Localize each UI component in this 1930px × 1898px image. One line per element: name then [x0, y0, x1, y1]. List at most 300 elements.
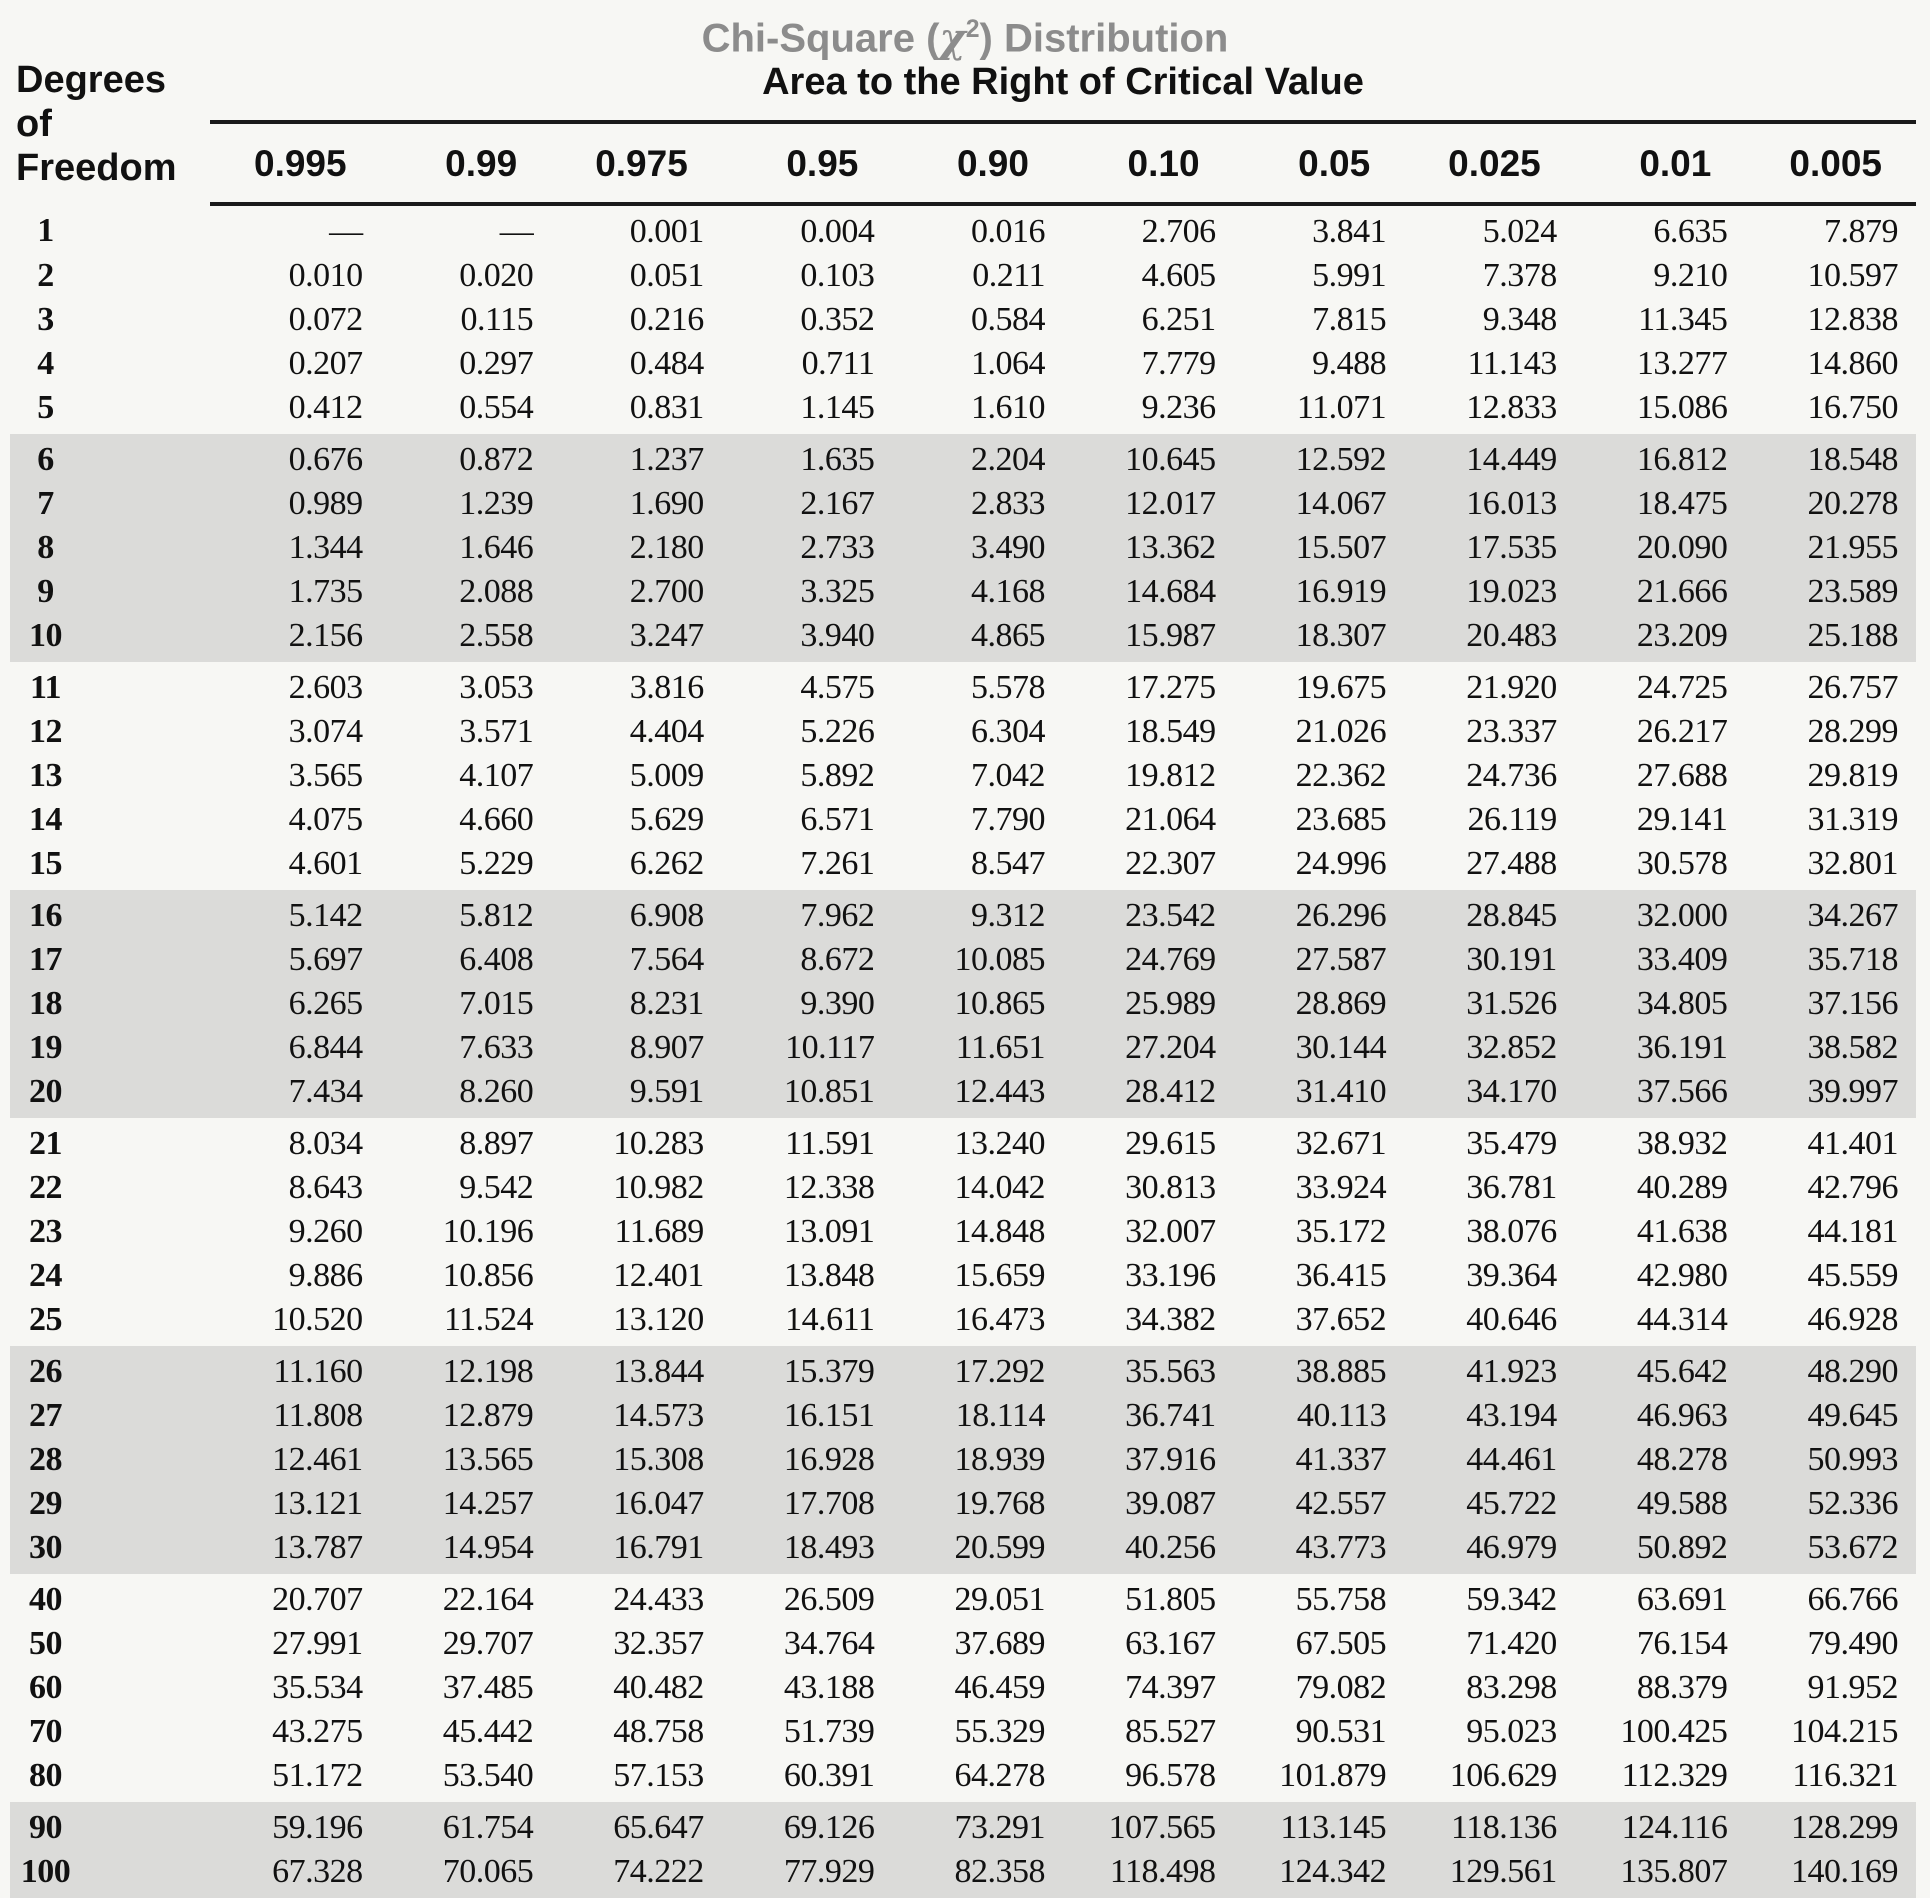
value-cell: 7.962: [800, 897, 875, 934]
value-cell: 21.666: [1636, 573, 1728, 610]
value-cell: 16.750: [1807, 389, 1898, 426]
value-cell: 5.578: [970, 669, 1045, 706]
value-cell: 3.940: [800, 617, 875, 654]
table-row: [10, 1850, 1916, 1898]
df-cell: 11: [29, 669, 62, 706]
value-cell: 13.844: [613, 1353, 704, 1390]
value-cell: 107.565: [1108, 1809, 1216, 1846]
value-cell: 15.507: [1295, 529, 1387, 566]
value-cell: 0.676: [288, 441, 363, 478]
value-cell: 0.103: [800, 257, 875, 294]
value-cell: 23.589: [1807, 573, 1898, 610]
value-cell: 0.020: [459, 257, 534, 294]
value-cell: 41.638: [1636, 1213, 1728, 1250]
table-row: [10, 1802, 1916, 1850]
value-cell: 37.652: [1295, 1301, 1387, 1338]
value-cell: 33.409: [1636, 941, 1728, 978]
value-cell: 17.275: [1125, 669, 1216, 706]
table-header: [10, 58, 1916, 204]
value-cell: 88.379: [1636, 1669, 1728, 1706]
value-cell: 0.072: [288, 301, 363, 338]
value-cell: 11.524: [443, 1301, 534, 1338]
value-cell: 8.231: [629, 985, 704, 1022]
table-row: [10, 570, 1916, 614]
value-cell: 26.217: [1636, 713, 1728, 750]
df-cell: 21: [29, 1125, 62, 1162]
table-row: [10, 254, 1916, 298]
value-cell: 23.542: [1125, 897, 1216, 934]
df-cell: 1: [37, 212, 54, 249]
value-cell: 100.425: [1620, 1713, 1728, 1750]
value-cell: 7.879: [1824, 213, 1898, 250]
value-cell: 91.952: [1807, 1669, 1898, 1706]
df-cell: 28: [29, 1441, 62, 1478]
value-cell: 16.473: [954, 1301, 1045, 1338]
value-cell: 19.768: [954, 1485, 1045, 1522]
df-cell: 27: [29, 1397, 62, 1434]
value-cell: 41.923: [1466, 1353, 1557, 1390]
value-cell: 10.085: [954, 941, 1045, 978]
value-cell: 24.433: [613, 1581, 704, 1618]
value-cell: 7.564: [629, 941, 704, 978]
value-cell: 27.688: [1636, 757, 1728, 794]
value-cell: 34.267: [1807, 897, 1898, 934]
value-cell: 9.886: [288, 1257, 363, 1294]
value-cell: 40.482: [613, 1669, 704, 1706]
value-cell: 28.869: [1295, 985, 1387, 1022]
value-cell: 11.345: [1638, 301, 1728, 338]
value-cell: 32.801: [1807, 845, 1898, 882]
table-row: [10, 298, 1916, 342]
value-cell: 12.017: [1125, 485, 1216, 522]
value-cell: 12.338: [783, 1169, 875, 1206]
table-row: [10, 1394, 1916, 1438]
table-row: [10, 342, 1916, 386]
value-cell: 12.461: [272, 1441, 363, 1478]
value-cell: 13.120: [613, 1301, 704, 1338]
value-cell: 14.848: [954, 1213, 1045, 1250]
value-cell: 8.907: [629, 1029, 704, 1066]
value-cell: 24.769: [1125, 941, 1216, 978]
value-cell: 1.635: [800, 441, 875, 478]
value-cell: 35.718: [1807, 941, 1898, 978]
value-cell: 27.488: [1466, 845, 1557, 882]
value-cell: 48.278: [1636, 1441, 1728, 1478]
value-cell: 3.074: [288, 713, 363, 750]
value-cell: 19.023: [1466, 573, 1557, 610]
table-row: [10, 798, 1916, 842]
value-cell: 43.773: [1295, 1529, 1387, 1566]
value-cell: 7.790: [970, 801, 1045, 838]
chi-square-table: [10, 58, 1916, 1898]
table-row: [10, 434, 1916, 482]
value-cell: 44.181: [1807, 1213, 1898, 1250]
value-cell: 7.378: [1482, 257, 1557, 294]
column-header: 0.90: [892, 122, 1063, 204]
value-cell: 30.813: [1125, 1169, 1216, 1206]
value-cell: 3.841: [1312, 213, 1387, 250]
df-cell: 70: [29, 1713, 62, 1750]
value-cell: 11.808: [273, 1397, 363, 1434]
value-cell: 42.796: [1807, 1169, 1898, 1206]
value-cell: 0.207: [288, 345, 363, 382]
table-row: [10, 1210, 1916, 1254]
value-cell: 9.312: [970, 897, 1045, 934]
value-cell: 128.299: [1791, 1809, 1898, 1846]
value-cell: 9.210: [1653, 257, 1728, 294]
value-cell: 32.357: [613, 1625, 704, 1662]
title-pre: Chi-Square (: [701, 16, 940, 61]
value-cell: 73.291: [954, 1809, 1045, 1846]
df-cell: 8: [37, 529, 54, 566]
value-cell: 0.554: [459, 389, 534, 426]
value-cell: 40.113: [1296, 1397, 1387, 1434]
value-cell: 34.805: [1636, 985, 1728, 1022]
value-cell: 34.764: [783, 1625, 875, 1662]
table-row: [10, 938, 1916, 982]
df-cell: 9: [37, 573, 54, 610]
value-cell: 4.404: [629, 713, 704, 750]
value-cell: 6.635: [1653, 213, 1728, 250]
value-cell: 14.449: [1466, 441, 1557, 478]
value-cell: 140.169: [1791, 1853, 1898, 1890]
value-cell: 8.034: [288, 1125, 363, 1162]
value-cell: 12.592: [1295, 441, 1387, 478]
value-cell: 7.633: [459, 1029, 534, 1066]
value-cell: 51.805: [1125, 1581, 1216, 1618]
value-cell: 1.237: [629, 441, 704, 478]
value-cell: 38.076: [1466, 1213, 1557, 1250]
value-cell: 118.498: [1109, 1853, 1216, 1890]
value-cell: 23.337: [1466, 713, 1557, 750]
value-cell: 50.892: [1636, 1529, 1728, 1566]
value-cell: 16.928: [783, 1441, 875, 1478]
value-cell: 12.833: [1466, 389, 1557, 426]
value-cell: 28.845: [1466, 897, 1557, 934]
value-cell: 51.739: [783, 1713, 875, 1750]
row-band: [10, 1118, 1916, 1346]
value-cell: 41.337: [1295, 1441, 1387, 1478]
value-cell: 74.397: [1125, 1669, 1216, 1706]
value-cell: 26.296: [1295, 897, 1387, 934]
value-cell: 96.578: [1125, 1757, 1216, 1794]
value-cell: 11.160: [273, 1353, 363, 1390]
table-row: [10, 1666, 1916, 1710]
value-cell: 5.629: [629, 801, 704, 838]
value-cell: 25.188: [1807, 617, 1898, 654]
value-cell: 53.672: [1807, 1529, 1898, 1566]
value-cell: 13.091: [783, 1213, 875, 1250]
value-cell: 3.490: [970, 529, 1045, 566]
df-cell: 17: [29, 941, 62, 978]
value-cell: 5.991: [1312, 257, 1387, 294]
value-cell: 41.401: [1807, 1125, 1898, 1162]
chi-symbol: χ: [939, 14, 966, 62]
table-row: [10, 386, 1916, 434]
row-label-line2: Freedom: [16, 147, 177, 189]
table-row: [10, 662, 1916, 710]
value-cell: 10.851: [783, 1073, 875, 1110]
value-cell: 79.082: [1295, 1669, 1387, 1706]
value-cell: 0.001: [629, 213, 704, 250]
value-cell: 45.559: [1807, 1257, 1898, 1294]
value-cell: 49.645: [1807, 1397, 1898, 1434]
value-cell: 13.362: [1125, 529, 1216, 566]
value-cell: 5.009: [629, 757, 704, 794]
value-cell: 5.024: [1482, 213, 1557, 250]
column-header: 0.99: [381, 122, 552, 204]
df-cell: 5: [37, 389, 54, 426]
df-cell: 40: [29, 1581, 62, 1618]
value-cell: 20.599: [954, 1529, 1045, 1566]
value-cell: 16.791: [613, 1529, 704, 1566]
value-cell: 4.168: [970, 573, 1045, 610]
value-cell: 4.660: [459, 801, 534, 838]
value-cell: 15.379: [783, 1353, 875, 1390]
value-cell: 0.211: [972, 257, 1045, 294]
value-cell: 6.571: [800, 801, 875, 838]
value-cell: 24.736: [1466, 757, 1557, 794]
value-cell: 60.391: [783, 1757, 875, 1794]
value-cell: 1.610: [970, 389, 1045, 426]
value-cell: 16.013: [1466, 485, 1557, 522]
value-cell: 135.807: [1620, 1853, 1728, 1890]
value-cell: 6.304: [970, 713, 1045, 750]
df-cell: 80: [29, 1757, 62, 1794]
title-post: ) Distribution: [979, 16, 1229, 61]
value-cell: 14.257: [442, 1485, 534, 1522]
value-cell: 10.520: [272, 1301, 363, 1338]
value-cell: 65.647: [613, 1809, 704, 1846]
value-cell: 16.151: [783, 1397, 875, 1434]
value-cell: 2.558: [459, 617, 534, 654]
value-cell: 18.475: [1636, 485, 1728, 522]
value-cell: 29.707: [442, 1625, 534, 1662]
row-label-line1: Degrees of: [16, 59, 166, 145]
value-cell: 0.584: [970, 301, 1045, 338]
value-cell: 7.815: [1312, 301, 1387, 338]
value-cell: 11.071: [1296, 389, 1387, 426]
value-cell: 31.410: [1295, 1073, 1387, 1110]
value-cell: 20.483: [1466, 617, 1557, 654]
value-cell: 20.278: [1807, 485, 1898, 522]
table-row: [10, 1438, 1916, 1482]
value-cell: 14.684: [1125, 573, 1216, 610]
value-cell: 51.172: [272, 1757, 363, 1794]
value-cell: 95.023: [1466, 1713, 1557, 1750]
value-cell: 129.561: [1449, 1853, 1557, 1890]
value-cell: 0.297: [459, 345, 534, 382]
value-cell: 33.196: [1125, 1257, 1216, 1294]
value-cell: 18.548: [1807, 441, 1898, 478]
table-row: [10, 1254, 1916, 1298]
value-cell: 6.262: [629, 845, 704, 882]
value-cell: 43.275: [272, 1713, 363, 1750]
value-cell: 36.741: [1125, 1397, 1216, 1434]
value-cell: 18.939: [954, 1441, 1045, 1478]
value-cell: 5.229: [459, 845, 534, 882]
table-row: [10, 1070, 1916, 1118]
table-row: [10, 842, 1916, 890]
table-row: [10, 1482, 1916, 1526]
value-cell: 21.920: [1466, 669, 1557, 706]
table-row: [10, 1166, 1916, 1210]
column-header: 0.95: [722, 122, 893, 204]
df-cell: 23: [29, 1213, 62, 1250]
value-cell: 1.064: [970, 345, 1045, 382]
value-cell: 10.196: [442, 1213, 534, 1250]
value-cell: 77.929: [783, 1853, 875, 1890]
value-cell: 39.087: [1125, 1485, 1216, 1522]
value-cell: 6.265: [288, 985, 363, 1022]
value-cell: 23.209: [1636, 617, 1728, 654]
value-cell: 49.588: [1636, 1485, 1728, 1522]
value-cell: 11.651: [955, 1029, 1045, 1066]
table-row: [10, 1346, 1916, 1394]
value-cell: 0.010: [288, 257, 363, 294]
value-cell: 29.819: [1807, 757, 1898, 794]
value-cell: 104.215: [1791, 1713, 1898, 1750]
value-cell: 43.188: [783, 1669, 875, 1706]
df-cell: 7: [37, 485, 54, 522]
value-cell: 0.352: [800, 301, 875, 338]
value-cell: 34.170: [1466, 1073, 1557, 1110]
value-cell: 35.534: [272, 1669, 363, 1706]
value-cell: 10.283: [613, 1125, 704, 1162]
value-cell: 30.144: [1295, 1029, 1387, 1066]
df-cell: 100: [20, 1853, 71, 1890]
column-header: 0.01: [1575, 122, 1746, 204]
value-cell: 61.754: [442, 1809, 534, 1846]
value-cell: 2.700: [629, 573, 704, 610]
value-cell: 4.601: [288, 845, 363, 882]
value-cell: 85.527: [1125, 1713, 1216, 1750]
value-cell: 30.191: [1466, 941, 1557, 978]
value-cell: 10.982: [613, 1169, 704, 1206]
value-cell: 16.919: [1295, 573, 1387, 610]
value-cell: 7.261: [800, 845, 875, 882]
value-cell: 5.697: [288, 941, 363, 978]
page-title: [0, 6, 1930, 62]
table-row: [10, 1298, 1916, 1346]
value-cell: 38.932: [1636, 1125, 1728, 1162]
value-cell: 13.121: [272, 1485, 363, 1522]
value-cell: 18.493: [783, 1529, 875, 1566]
value-cell: 14.042: [954, 1169, 1045, 1206]
value-cell: 10.645: [1125, 441, 1216, 478]
df-cell: 6: [37, 441, 54, 478]
value-cell: 10.865: [954, 985, 1045, 1022]
value-cell: 3.571: [459, 713, 534, 750]
value-cell: 5.226: [800, 713, 875, 750]
table-row: [10, 1526, 1916, 1574]
value-cell: 36.415: [1295, 1257, 1387, 1294]
value-cell: 34.382: [1125, 1301, 1216, 1338]
value-cell: 19.812: [1125, 757, 1216, 794]
value-cell: 3.247: [629, 617, 704, 654]
value-cell: 39.997: [1807, 1073, 1898, 1110]
value-cell: 55.758: [1295, 1581, 1387, 1618]
value-cell: 2.156: [288, 617, 363, 654]
df-cell: 15: [29, 845, 62, 882]
df-cell: 19: [29, 1029, 62, 1066]
value-cell: 37.566: [1636, 1073, 1728, 1110]
value-cell: 67.328: [272, 1853, 363, 1890]
value-cell: 2.833: [970, 485, 1045, 522]
value-cell: 32.671: [1295, 1125, 1387, 1162]
table-row: [10, 1026, 1916, 1070]
value-cell: 27.587: [1295, 941, 1387, 978]
value-cell: 59.342: [1466, 1581, 1557, 1618]
value-cell: 69.126: [783, 1809, 875, 1846]
value-cell: 50.993: [1807, 1441, 1898, 1478]
value-cell: 9.488: [1312, 345, 1387, 382]
value-cell: 35.563: [1125, 1353, 1216, 1390]
value-cell: 13.565: [442, 1441, 534, 1478]
value-cell: 2.204: [970, 441, 1045, 478]
row-band: [10, 1574, 1916, 1802]
value-cell: 83.298: [1466, 1669, 1557, 1706]
table-row: [10, 1574, 1916, 1622]
value-cell: 1.690: [629, 485, 704, 522]
value-cell: 52.336: [1807, 1485, 1898, 1522]
table-row: [10, 982, 1916, 1026]
value-cell: 4.075: [288, 801, 363, 838]
row-band: [10, 204, 1916, 434]
row-band: [10, 662, 1916, 890]
value-cell: 3.325: [800, 573, 875, 610]
value-cell: 40.289: [1636, 1169, 1728, 1206]
value-cell: 28.299: [1807, 713, 1898, 750]
df-cell: 60: [29, 1669, 62, 1706]
value-cell: 63.167: [1125, 1625, 1216, 1662]
value-cell: 8.672: [800, 941, 875, 978]
value-cell: 8.260: [459, 1073, 534, 1110]
value-cell: 19.675: [1295, 669, 1387, 706]
value-cell: 37.156: [1807, 985, 1898, 1022]
value-cell: 5.142: [288, 897, 363, 934]
df-cell: 14: [29, 801, 62, 838]
value-cell: 6.251: [1141, 301, 1216, 338]
value-cell: 9.348: [1482, 301, 1557, 338]
df-cell: 26: [29, 1353, 62, 1390]
value-cell: 57.153: [613, 1757, 704, 1794]
value-cell: 21.026: [1295, 713, 1387, 750]
value-cell: 37.689: [954, 1625, 1045, 1662]
column-header: 0.005: [1745, 122, 1916, 204]
value-cell: 3.816: [629, 669, 704, 706]
value-cell: 2.180: [629, 529, 704, 566]
table-row: [10, 1754, 1916, 1802]
df-cell: 20: [29, 1073, 62, 1110]
value-cell: 12.401: [613, 1257, 704, 1294]
df-cell: 3: [37, 301, 54, 338]
table-row: [10, 1710, 1916, 1754]
value-cell: 46.979: [1466, 1529, 1557, 1566]
table-row: [10, 710, 1916, 754]
value-cell: 0.484: [629, 345, 704, 382]
value-cell: 46.459: [954, 1669, 1045, 1706]
value-cell: 1.145: [800, 389, 875, 426]
df-cell: 25: [29, 1301, 62, 1338]
value-cell: 42.980: [1636, 1257, 1728, 1294]
value-cell: 26.119: [1467, 801, 1557, 838]
value-cell: 36.191: [1636, 1029, 1728, 1066]
value-cell: 32.000: [1636, 897, 1728, 934]
df-cell: 29: [29, 1485, 62, 1522]
value-cell: 0.115: [460, 301, 534, 338]
value-cell: 7.042: [970, 757, 1045, 794]
